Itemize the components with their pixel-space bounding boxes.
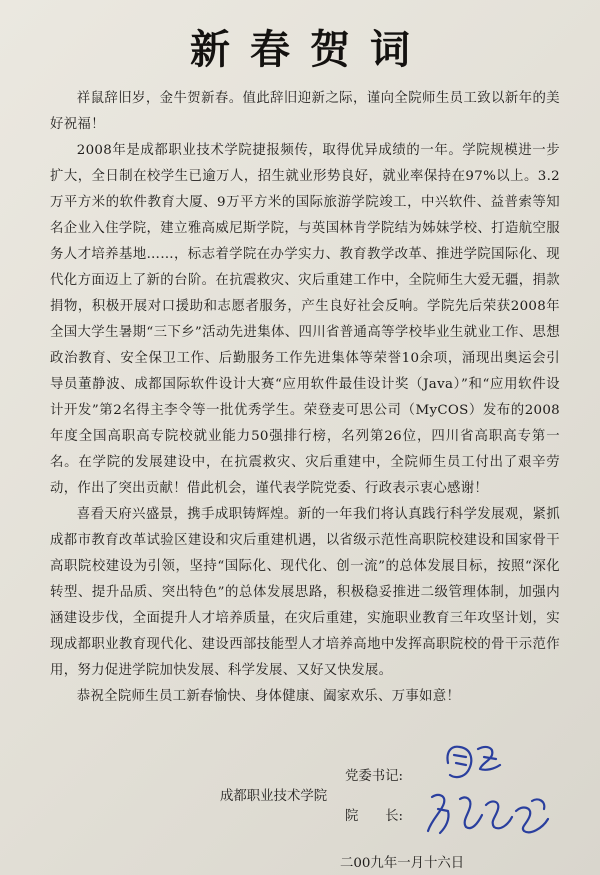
letter-date: 二00九年一月十六日: [340, 856, 465, 871]
institution-name: 成都职业技术学院: [220, 789, 328, 804]
party-secretary-label: 党委书记:: [345, 769, 404, 784]
president-label: 院 长:: [345, 809, 404, 824]
closing-wishes: 恭祝全院师生员工新春愉快、身体健康、阖家欢乐、万事如意！: [76, 689, 461, 704]
signature-block: [0, 735, 600, 875]
handwritten-signatures: [420, 735, 580, 845]
achievements-paragraph: 2008年是成都职业技术学院捷报频传，取得优异成绩的一年。学院规模进一步扩大，全日制在校学生已逾万人，招生就业形势良好，就业率保持在97%以上。3.2万平方米的软件教育大厦、9万平方米的国际旅游学院竣工，中兴软件、益普索等知名企业入住学院，建立雅高威尼斯学院，与英国林肯学院结为姊妹学校、打造航空服务人才培养基地……，标志着学院在办学实力、教育教学改革、推进学院国际化、现代化方面迈上了新的台阶。在抗震救灾、灾后重建工作中，全院师生大爱无疆，捐款捐物，积极开展对口援助和志愿者服务，产生良好社会反响。学院先后荣获2008年全国大学生暑期“三下乡”活动先进集体、四川省普通高等学校毕业生就业工作、思想政治教育、安全保卫工作、后勤服务工作先进集体等荣誉10余项，涌现出奥运会引导员董静波、成都国际软件设计大赛“应用软件最佳设计奖（Java）”和“应用软件设计开发”第2名得主李令等一批优秀学生。荣登麦可思公司（MyCOS）发布的2008年度全国高职高专院校就业能力50强排行榜，名列第26位，四川省高职高专第一名。在学院的发展建设中，在抗震救灾、灾后重建中，全院师生员工付出了艰辛劳动，作出了突出贡献！借此机会，谨代表学院党委、行政表示衷心感谢！: [50, 143, 560, 496]
outlook-paragraph: 喜看天府兴盛景，携手成职铸辉煌。新的一年我们将认真践行科学发展观，紧抓成都市教育改革试验区建设和灾后重建机遇，以省级示范性高职院校建设和国家骨干高职院校建设为引领，坚持“国际化、现代化、创一流”的总体发展目标，按照“深化转型、提升品质、突出特色”的总体发展思路，积极稳妥推进二级管理体制，加强内涵建设步伐，全面提升人才培养质量，在灾后重建，实施职业教育三年攻坚计划，实现成都职业教育现代化、建设西部技能型人才培养高地中发挥高职院校的骨干示范作用，努力促进学院加快发展、科学发展、又好又快发展。: [50, 507, 560, 678]
party-secretary-signature: [448, 747, 501, 777]
page-title: 新春贺词: [190, 26, 430, 73]
letter-body: [50, 86, 560, 710]
greeting-paragraph: 祥鼠辞旧岁，金牛贺新春。值此辞旧迎新之际，谨向全院师生员工致以新年的美好祝福！: [50, 91, 560, 132]
president-signature: [428, 795, 548, 833]
